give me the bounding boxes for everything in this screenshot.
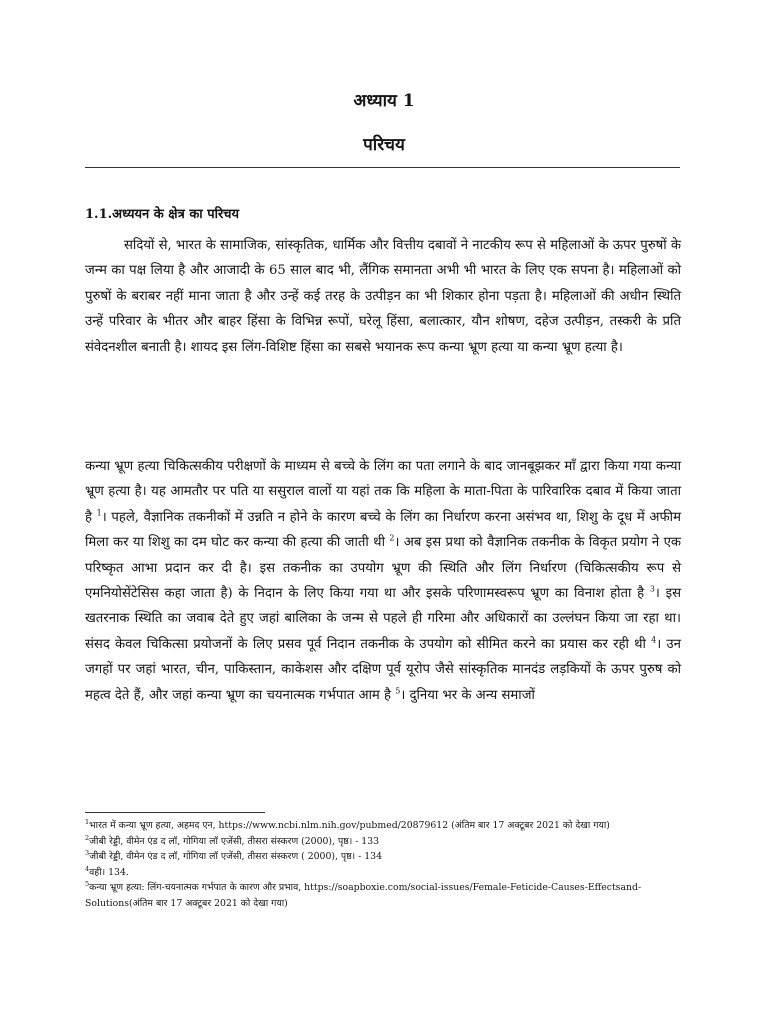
footnote <box>85 834 685 850</box>
title-divider <box>85 167 680 168</box>
footnote-ref: 3 <box>649 584 655 594</box>
footnote-number: 2 <box>85 833 90 842</box>
paragraph-text: । दुनिया भर के अन्य समाजों <box>400 687 535 703</box>
footnotes <box>85 818 685 911</box>
footnote-ref: 5 <box>395 686 401 696</box>
footnote-number: 5 <box>85 879 90 888</box>
chapter-number: अध्याय 1 <box>353 91 415 111</box>
footnote-ref: 1 <box>96 508 102 518</box>
paragraph-text: । पहले, वैज्ञानिक तकनीकों में उन्नति न होने के कारण बच्चे के लिंग का निर्धारण करना असंभव था, शिशु के दूध में अफीम मिला कर या शिशु का दम घोट कर कन्या की हत्या की जाती थी <box>85 509 681 551</box>
footnote-ref: 2 <box>389 533 395 543</box>
footnote-text: जीबी रेड्डी, वीमेन एंड द लॉ, गोगिया लॉ एजेंसी, तीसरा संस्करण ( 2000), पृष्ठ। - 134 <box>89 851 382 862</box>
footnote-text: भारत में कन्या भ्रूण हत्या, अहमद एन, https://www.ncbi.nlm.nih.gov/pubmed/20879612 (अंतिम बार 17 अक्टूबर 2021 को देखा गया) <box>89 820 610 831</box>
footnote-ref: 4 <box>651 635 657 645</box>
footnote-text: जीबी रेड्डी, वीमेन एंड द लॉ, गोगिया लॉ एजेंसी, तीसरा संस्करण (2000), पृष्ठ। - 133 <box>89 835 380 847</box>
section-heading: 1.1.अध्ययन के क्षेत्र का परिचय <box>85 207 240 222</box>
paragraph-text: । उन जगहों पर जहां भारत, चीन, पाकिस्तान, काकेशस और दक्षिण पूर्व यूरोप जैसे सांस्कृतिक मानदंड लड़कियों के ऊपर पुरुष को महत्व देते हैं, और जहां कन्या भ्रूण का चयनात्मक गर्भपात आम है <box>85 636 681 703</box>
footnote-number: 4 <box>85 864 90 873</box>
footnote-text: कन्या भ्रूण हत्या: लिंग-चयनात्मक गर्भपात के कारण और प्रभाव, https://soapboxie.com/social-issues/Female-Feticide-Causes-Effectsand-Solutions(अंतिम बार 17 अक्टूबर 2021 को देखा गया) <box>85 882 642 909</box>
footnote <box>85 818 685 834</box>
footnote-divider <box>85 812 265 813</box>
paragraph-text: कन्या भ्रूण हत्या चिकित्सकीय परीक्षणों के माध्यम से बच्चे के लिंग का पता लगाने के बाद जानबूझकर माँ द्वारा किया गया कन्या भ्रूण हत्या है। यह आमतौर पर पति या ससुराल वालों या यहां तक कि महिला के माता-पिता के पारिवारिक दबाव में किया जाता है <box>85 459 681 525</box>
chapter-title: परिचय <box>363 135 405 155</box>
footnote-number: 3 <box>85 848 90 857</box>
paragraph-feticide <box>85 454 681 708</box>
footnote-text: वही। 134. <box>89 866 129 878</box>
footnote <box>85 865 685 881</box>
footnote <box>85 880 685 911</box>
footnote-number: 1 <box>85 817 90 826</box>
paragraph-intro: सदियों से, भारत के सामाजिक, सांस्कृतिक, धार्मिक और वित्तीय दबावों ने नाटकीय रूप से महिलाओं के ऊपर पुरुषों के जन्म का पक्ष लिया है और आजादी के 65 साल बाद भी, लैंगिक समानता अभी भी भारत के लिए एक सपना है। महिलाओं को पुरुषों के बराबर नहीं माना जाता है और उन्हें कई तरह के उत्पीड़न का भी शिकार होना पड़ता है। महिलाओं की अधीन स्थिति उन्हें परिवार के भीतर और बाहर हिंसा के विभिन्न रूपों, घरेलू हिंसा, बलात्कार, यौन शोषण, दहेज उत्पीड़न, तस्करी के प्रति संवेदनशील बनाती है। शायद इस लिंग-विशिष्ट हिंसा का सबसे भयानक रूप कन्या भ्रूण हत्या या कन्या भ्रूण हत्या है। <box>85 238 681 355</box>
footnote <box>85 849 685 865</box>
paragraph-text: । अब इस प्रथा को वैज्ञानिक तकनीक के विकृत प्रयोग ने एक परिष्कृत आभा प्रदान कर दी है। इस तकनीक का उपयोग भ्रूण की स्थिति और लिंग निर्धारण (चिकित्सकीय रूप से एमनियोसेंटेसिस कहा जाता है) के निदान के लिए किया गया था और इसके परिणामस्वरूप भ्रूण का विनाश होता है <box>85 535 681 602</box>
paragraph-text: । इस खतरनाक स्थिति का जवाब देते हुए जहां बालिका के जन्म से पहले ही गरिमा और अधिकारों का उल्लंघन किया जा रहा था। संसद केवल चिकित्सा प्रयोजनों के लिए प्रसव पूर्व निदान तकनीक के उपयोग को सीमित करने का प्रयास कर रही थी <box>85 586 681 652</box>
